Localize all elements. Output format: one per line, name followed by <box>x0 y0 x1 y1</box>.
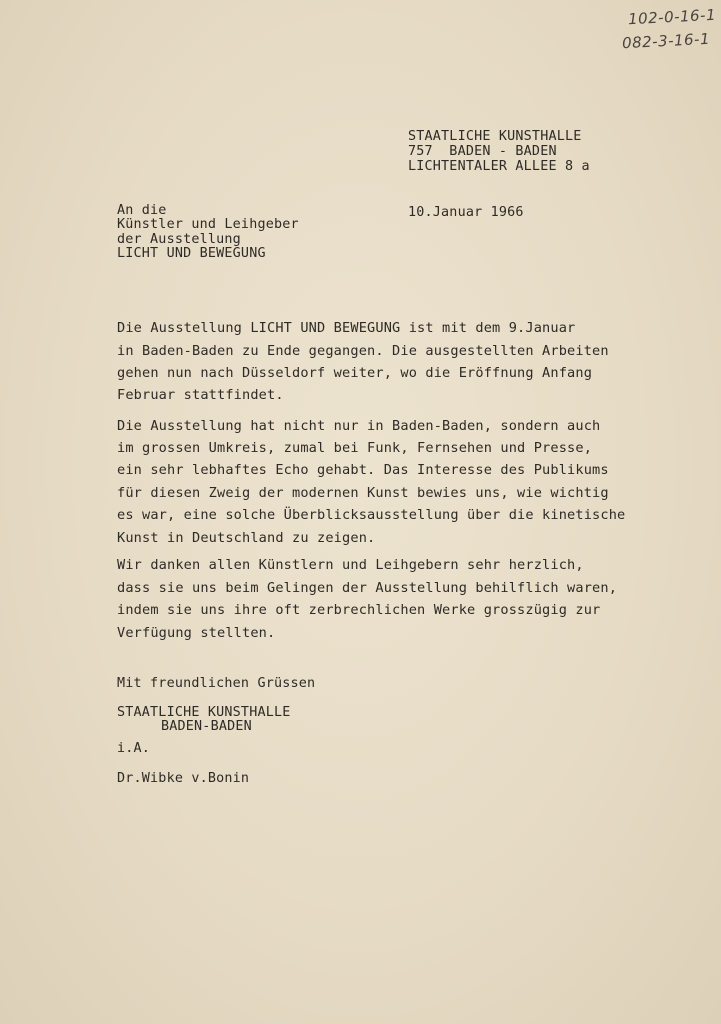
closing-org-line: BADEN-BADEN <box>161 719 252 734</box>
body-line: Die Ausstellung LICHT UND BEWEGUNG ist mit dem 9.Januar <box>117 320 576 336</box>
recipient-line: LICHT UND BEWEGUNG <box>117 246 266 261</box>
body-line: im grossen Umkreis, zumal bei Funk, Fernsehen und Presse, <box>117 440 593 456</box>
archive-mark-1: 102-0-16-1 <box>627 5 717 29</box>
sender-line: STAATLICHE KUNSTHALLE <box>408 129 582 144</box>
body-line: Verfügung stellten. <box>117 625 276 641</box>
closing-greeting: Mit freundlichen Grüssen <box>117 676 316 691</box>
signatory-name: Dr.Wibke v.Bonin <box>117 771 250 786</box>
body-line: Wir danken allen Künstlern und Leihgebern sehr herzlich, <box>117 557 584 573</box>
closing-org-line: STAATLICHE KUNSTHALLE <box>117 705 291 720</box>
closing-ia: i.A. <box>117 741 151 756</box>
sender-line: LICHTENTALER ALLEE 8 a <box>408 159 590 174</box>
archive-mark-2: 082-3-16-1 <box>621 29 711 53</box>
body-line: ein sehr lebhaftes Echo gehabt. Das Interesse des Publikums <box>117 462 609 478</box>
recipient-line: Künstler und Leihgeber <box>117 217 299 232</box>
body-line: Februar stattfindet. <box>117 387 284 403</box>
body-line: dass sie uns beim Gelingen der Ausstellung behilflich waren, <box>117 580 618 596</box>
body-line: Die Ausstellung hat nicht nur in Baden-Baden, sondern auch <box>117 418 601 434</box>
recipient-line: An die <box>117 203 167 218</box>
body-line: es war, eine solche Überblicksausstellung über die kinetische <box>117 507 626 523</box>
body-line: für diesen Zweig der modernen Kunst bewies uns, wie wichtig <box>117 485 609 501</box>
body-line: in Baden-Baden zu Ende gegangen. Die ausgestellten Arbeiten <box>117 343 609 359</box>
letter-date: 10.Januar 1966 <box>408 205 524 220</box>
sender-line: 757 BADEN - BADEN <box>408 144 557 159</box>
recipient-line: der Ausstellung <box>117 232 241 247</box>
body-line: Kunst in Deutschland zu zeigen. <box>117 530 376 546</box>
body-line: gehen nun nach Düsseldorf weiter, wo die Eröffnung Anfang <box>117 365 593 381</box>
body-line: indem sie uns ihre oft zerbrechlichen Werke grosszügig zur <box>117 602 601 618</box>
